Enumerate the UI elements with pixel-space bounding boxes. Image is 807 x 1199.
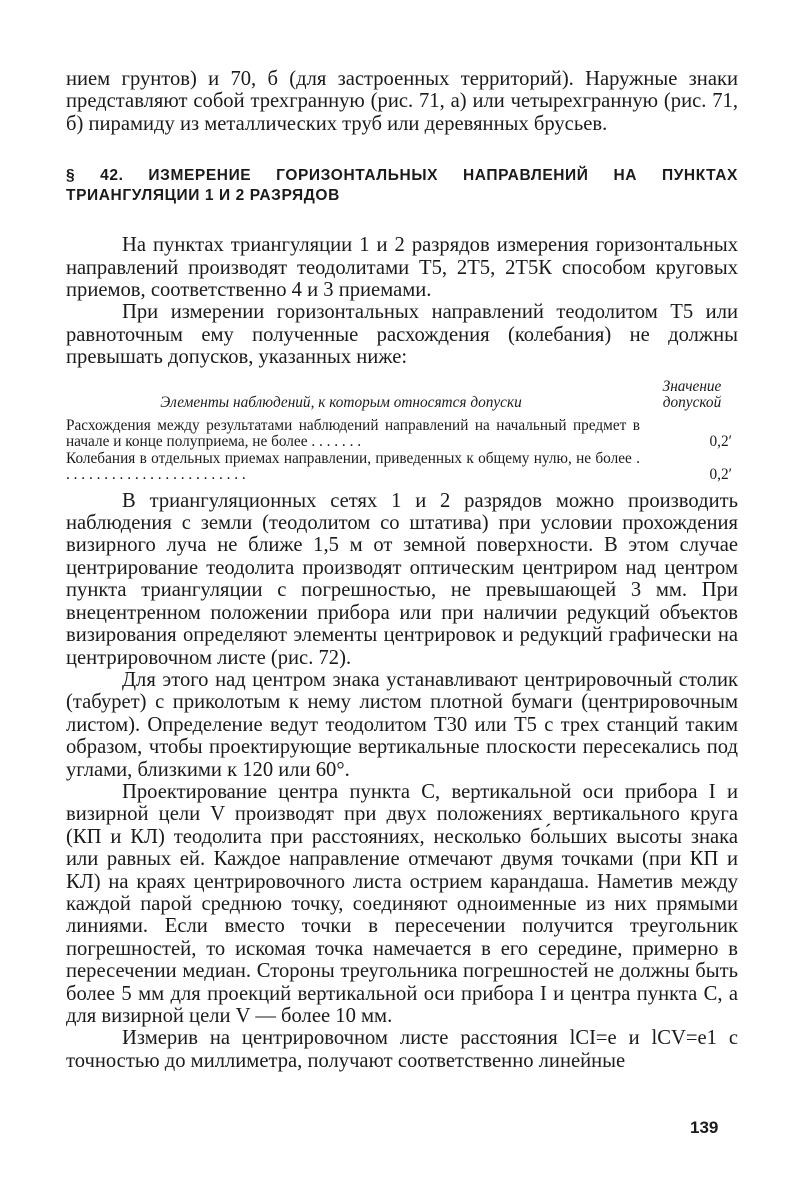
tolerance-table: [66, 379, 738, 484]
paragraph-tolerances-intro: При измерении горизонтальных направлений теодолитом Т5 или равноточным ему полученные расхождения (колебания) не должны превышать допусков, указанных ниже:: [66, 301, 738, 369]
row-value: 0,2′: [709, 466, 732, 484]
row-text: Расхождения между результатами наблюдений направлений на начальный предмет в начале и конце полуприема, не более . . . . . . .: [66, 416, 640, 451]
page-number: 139: [690, 1118, 719, 1137]
section-heading: § 42. ИЗМЕРЕНИЕ ГОРИЗОНТАЛЬНЫХ НАПРАВЛЕНИЙ НА ПУНКТАХ ТРИАНГУЛЯЦИИ 1 И 2 РАЗРЯДОВ: [66, 167, 738, 205]
table-row: [66, 451, 738, 484]
row-value: 0,2′: [709, 433, 732, 451]
paragraph-centering-table: Для этого над центром знака устанавливают центрировочный столик (табурет) с приколотым к нему листом плотной бумаги (центрировочным листом). Определение ведут теодолитом Т30 или Т5 с трех станций таким образом, чтобы проектирующие вертикальные плоскости пересекались под углами, близкими к 120 или 60°.: [66, 668, 738, 781]
paragraph-projection: Проектирование центра пункта C, вертикальной оси прибора I и визирной цели V производят при двух положениях вертикального круга (КП и КЛ) теодолита при расстояниях, несколько бо́льших высоты знака или равных ей. Каждое направление отмечают двумя точками (при КП и КЛ) на краях центрировочного листа острием карандаша. Наметив между каждой парой среднюю точку, соединяют одноименные из них прямыми линиями. Если вместо точки в пересечении получится треугольник погрешностей, то искомая точка намечается в его середине, примерно в пересечении медиан. Стороны треугольника погрешностей не должны быть более 5 мм для проекций вертикальной оси прибора I и центра пункта C, а для визирной цели V — более 10 мм.: [66, 780, 738, 1027]
row-text: Колебания в отдельных приемах направлении, приведенных к общему нулю, не более . . . . . . . . . . . . . . . . . . . . . . . . .: [66, 449, 640, 484]
top-paragraph: нием грунтов) и 70, б (для застроенных территорий). Наружные знаки представляют собой трехгранную (рис. 71, а) или четырехгранную (рис. 71, б) пирамиду из металлических труб или деревянных брусьев.: [66, 68, 738, 135]
header-value: Значение допуской: [662, 377, 722, 412]
paragraph-instruments: На пунктах триангуляции 1 и 2 разрядов измерения горизонтальных направлений производят теодолитами Т5, 2Т5, 2Т5К способом круговых приемов, соответственно 4 и 3 приемами.: [66, 234, 738, 302]
table-row: [66, 418, 738, 451]
paragraph-distances: Измерив на центрировочном листе расстояния lCI=e и lCV=e1 с точностью до миллиметра, получают соответственно линейные: [66, 1027, 738, 1072]
page-content: [66, 68, 738, 1072]
tolerance-table-header: [66, 379, 738, 412]
header-elements: Элементы наблюдений, к которым относятся допуски: [160, 394, 522, 412]
paragraph-ground-observations: В триангуляционных сетях 1 и 2 разрядов можно производить наблюдения с земли (теодолитом со штатива) при условии прохождения визирного луча не ближе 1,5 м от земной поверхности. В этом случае центрирование теодолита производят оптическим центриром над центром пункта триангуляции с погрешностью, не превышающей 3 мм. При внецентренном положении прибора или при наличии редукций объектов визирования определяют элементы центрировок и редукций графически на центрировочном листе (рис. 72).: [66, 489, 738, 669]
